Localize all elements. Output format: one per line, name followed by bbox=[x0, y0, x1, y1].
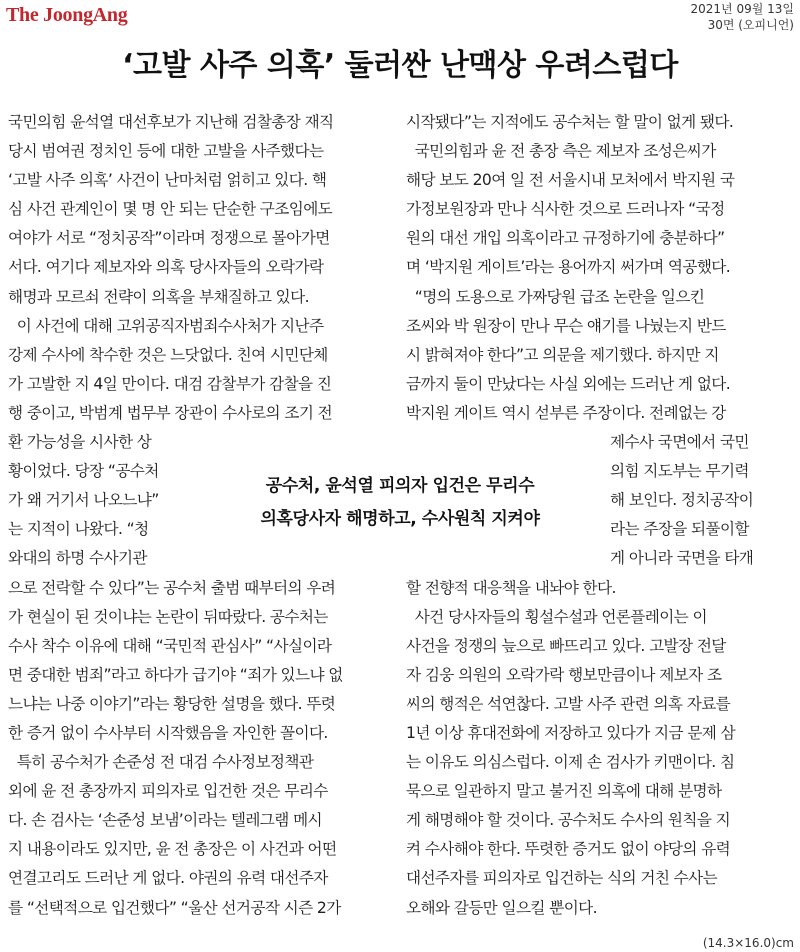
text-line: 게 아니라 국면을 타개 bbox=[610, 549, 754, 568]
text-line: ‘고발 사주 의혹’ 사건이 난마처럼 얽히고 있다. 핵 bbox=[8, 171, 327, 190]
text-line: 라는 주장을 되풀이할 bbox=[610, 520, 749, 539]
headline: ‘고발 사주 의혹’ 둘러싼 난맥상 우려스럽다 bbox=[122, 48, 678, 83]
article-meta bbox=[691, 1, 794, 33]
text-line: 해 보인다. 정치공작이 bbox=[610, 491, 754, 510]
text-line: 를 “선택적으로 입건했다” “울산 선거공작 시즌 2가 bbox=[8, 898, 341, 917]
text-line: 강제 수사에 착수한 것은 느닷없다. 친여 시민단체 bbox=[8, 345, 328, 364]
text-line: 해당 보도 20여 일 전 서울시내 모처에서 박지원 국 bbox=[406, 171, 735, 190]
text-line: 서다. 여기다 제보자와 의혹 당사자들의 오락가락 bbox=[8, 258, 324, 277]
subheadline-line: 공수처, 윤석열 피의자 입건은 무리수 bbox=[265, 476, 535, 496]
text-line: 오해와 갈등만 일으킬 뿐이다. bbox=[406, 898, 597, 917]
text-line: 이 사건에 대해 고위공직자범죄수사처가 지난주 bbox=[8, 316, 324, 335]
text-line: 는 이유도 의심스럽다. 이제 손 검사가 키맨이다. 침 bbox=[406, 753, 735, 772]
text-line: 박지원 게이트 역시 섣부른 주장이다. 전례없는 강 bbox=[406, 403, 726, 422]
text-line: 는 지적이 나왔다. “청 bbox=[8, 520, 149, 539]
text-line: 게 해명해야 할 것이다. 공수처도 수사의 원칙을 지 bbox=[406, 811, 731, 830]
text-line: 시 밝혀져야 한다”고 의문을 제기했다. 하지만 지 bbox=[406, 345, 719, 364]
text-line: 제수사 국면에서 국민 bbox=[610, 433, 749, 452]
text-line: 행 중이고, 박범계 법무부 장관이 수사로의 조기 전 bbox=[8, 403, 333, 422]
text-line: “명의 도용으로 가짜당원 급조 논란을 일으킨 bbox=[406, 287, 705, 306]
text-line: 사건을 정쟁의 늪으로 빠뜨리고 있다. 고발장 전달 bbox=[406, 636, 726, 655]
text-line: 수사 착수 이유에 대해 “국민적 관심사” “사실이라 bbox=[8, 636, 332, 655]
text-line: 가정보원장과 만나 식사한 것으로 드러나자 “국정 bbox=[406, 200, 725, 219]
text-line: 당시 범여권 정치인 등에 대한 고발을 사주했다는 bbox=[8, 142, 324, 161]
text-line: 가 고발한 지 4일 만이다. 대검 감찰부가 감찰을 진 bbox=[8, 374, 332, 393]
text-line: 씨의 행적은 석연찮다. 고발 사주 관련 의혹 자료를 bbox=[406, 694, 731, 713]
text-line: 황이었다. 당장 “공수처 bbox=[8, 462, 159, 481]
text-line: 자 김웅 의원의 오락가락 행보만큼이나 제보자 조 bbox=[406, 665, 722, 684]
text-line: 와대의 하명 수사기관 bbox=[8, 549, 147, 568]
subheadline-line: 의혹당사자 해명하고, 수사원칙 지켜야 bbox=[260, 509, 540, 529]
text-line: 시작됐다”는 지적에도 공수처는 할 말이 없게 됐다. bbox=[406, 113, 734, 131]
text-line: 가 왜 거기서 나오느냐” bbox=[8, 491, 159, 510]
text-line: 묵으로 일관하지 말고 불거진 의혹에 대해 분명하 bbox=[406, 782, 722, 801]
newspaper-logo: The JoongAng bbox=[6, 4, 128, 26]
text-line: 으로 전락할 수 있다”는 공수처 출범 때부터의 우려 bbox=[8, 578, 336, 597]
text-line: 외에 윤 전 총장까지 피의자로 입건한 것은 무리수 bbox=[8, 782, 328, 801]
text-line: 국민의힘 윤석열 대선후보가 지난해 검찰총장 재직 bbox=[8, 113, 334, 131]
text-line: 금까지 둘이 만났다는 사실 외에는 드러난 게 없다. bbox=[406, 374, 731, 393]
text-line: 1년 이상 휴대전화에 저장하고 있다가 지금 문제 삼 bbox=[406, 723, 736, 742]
article-size: (14.3×16.0)cm bbox=[702, 936, 794, 950]
text-line: 심 사건 관계인이 몇 명 안 되는 단순한 구조임에도 bbox=[8, 200, 333, 219]
text-line: 해명과 모르쇠 전략이 의혹을 부채질하고 있다. bbox=[8, 287, 309, 306]
text-line: 특히 공수처가 손준성 전 대검 수사정보정책관 bbox=[8, 753, 314, 772]
text-line: 사건 당사자들의 횡설수설과 언론플레이는 이 bbox=[406, 607, 707, 626]
text-line: 환 가능성을 시사한 상 bbox=[8, 433, 152, 452]
text-line: 연결고리도 드러난 게 없다. 야권의 유력 대선주자 bbox=[8, 869, 328, 888]
text-line: 국민의힘과 윤 전 총장 측은 제보자 조성은씨가 bbox=[406, 142, 716, 161]
text-line: 원의 대선 개입 의혹이라고 규정하기에 충분하다” bbox=[406, 229, 725, 248]
text-line: 조씨와 박 원장이 만나 무슨 얘기를 나눴는지 반드 bbox=[406, 316, 726, 335]
text-line: 켜 수사해야 한다. 뚜렷한 증거도 없이 야당의 유력 bbox=[406, 840, 731, 859]
publication-date: 2021년 09월 13일 bbox=[690, 2, 794, 16]
text-line: 며 ‘박지원 게이트’라는 용어까지 써가며 역공했다. bbox=[406, 258, 731, 277]
text-line: 가 현실이 된 것이냐는 논란이 뒤따랐다. 공수처는 bbox=[8, 607, 328, 626]
text-line: 의힘 지도부는 무기력 bbox=[610, 462, 749, 481]
text-line: 다. 손 검사는 ‘손준성 보냄’이라는 텔레그램 메시 bbox=[8, 811, 323, 830]
text-line: 면 중대한 범죄”라고 하다가 급기야 “죄가 있느냐 없 bbox=[8, 665, 343, 684]
text-line: 대선주자를 피의자로 입건하는 식의 거친 수사는 bbox=[406, 869, 718, 888]
text-line: 지 내용이라도 있지만, 윤 전 총장은 이 사건과 어떤 bbox=[8, 840, 337, 859]
subheadline bbox=[208, 470, 592, 536]
page-section: 30면 (오피니언) bbox=[707, 18, 794, 32]
text-line: 할 전향적 대응책을 내놔야 한다. bbox=[406, 578, 616, 597]
text-line: 한 증거 없이 수사부터 시작했음을 자인한 꼴이다. bbox=[8, 723, 328, 742]
text-line: 여야가 서로 “정치공작”이라며 정쟁으로 몰아가면 bbox=[8, 229, 330, 248]
text-line: 느냐는 나중 이야기”라는 황당한 설명을 했다. 뚜렷 bbox=[8, 694, 336, 713]
